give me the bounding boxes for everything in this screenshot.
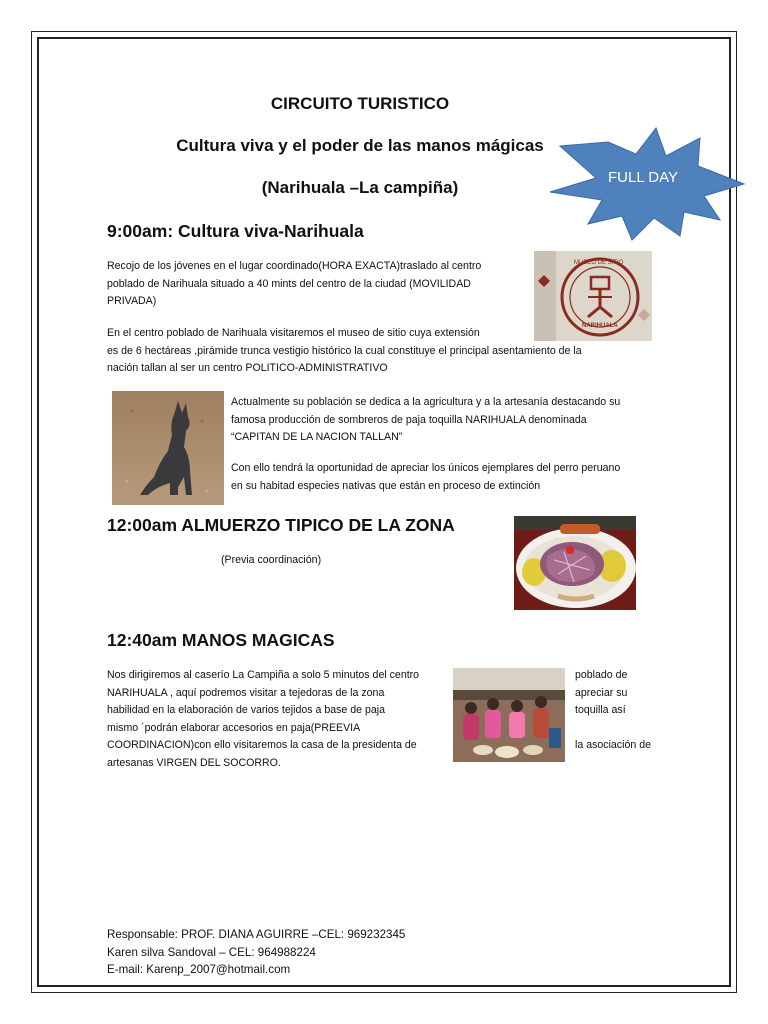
peruvian-dog-photo [112,391,224,505]
section-heading-manos-magicas: 12:40am MANOS MAGICAS [107,630,335,650]
footer-email: E-mail: Karenp_2007@hotmail.com [107,963,291,976]
paragraph-campina-right: poblado de apreciar su toquilla así la asociación de [575,669,651,751]
full-day-badge [548,124,748,244]
paragraph-actualmente: Actualmente su población se dedica a la agricultura y a la artesanía destacando su famosa producción de sombreros de paja toquilla NARIHUALA denominada “CAPITAN DE LA NACION TALLAN” [231,396,621,443]
section-heading-cultura-viva: 9:00am: Cultura viva-Narihuala [107,221,364,241]
almuerzo-note: (Previa coordinación) [221,554,322,566]
paragraph-museo: En el centro poblado de Narihuala visitaremos el museo de sitio cuya extensión es de 6 hectáreas ,pirámide trunca vestigio histórico la cual constituye el principal asentamiento de la nación tallan al ser un centro POLITICO-ADMINISTRATIVO [107,327,582,374]
weavers-photo [453,668,565,762]
paragraph-perro: Con ello tendrá la oportunidad de apreciar los únicos ejemplares del perro peruano en su habitad especies nativas que están en proceso de extinción [231,462,621,492]
footer-contacts [107,926,405,979]
paragraph-campina: Nos dirigiremos al caserío La Campiña a solo 5 minutos del centro NARIHUALA , aquí podremos visitar a tejedoras de la zona habilidad en la elaboración de varios tejidos a base de paja mismo ´podrán elaborar accesorios en paja(PREEVIA COORDINACION)con ello visitaremos la casa de la presidenta de artesanas VIRGEN DEL SOCORRO. [107,669,420,769]
footer-karen: Karen silva Sandoval – CEL: 964988224 [107,945,316,959]
section-heading-almuerzo: 12:00am ALMUERZO TIPICO DE LA ZONA [107,515,455,535]
museum-sign-photo: MUSEO DE SITIO NARIHUALA [534,251,652,341]
page-subtitle: Cultura viva y el poder de las manos mágicas [176,136,544,155]
footer-responsable: Responsable: PROF. DIANA AGUIRRE –CEL: 969232345 [107,928,406,941]
paragraph-recojo: Recojo de los jóvenes en el lugar coordinado(HORA EXACTA)traslado al centro poblado de Narihuala situado a 40 mints del centro de la ciudad (MOVILIDAD PRIVADA) [107,260,482,307]
full-day-label: FULL DAY [608,169,679,186]
page-title: CIRCUITO TURISTICO [270,94,450,113]
page-location: (Narihuala –La campiña) [261,178,459,197]
food-plate-photo [514,516,636,610]
